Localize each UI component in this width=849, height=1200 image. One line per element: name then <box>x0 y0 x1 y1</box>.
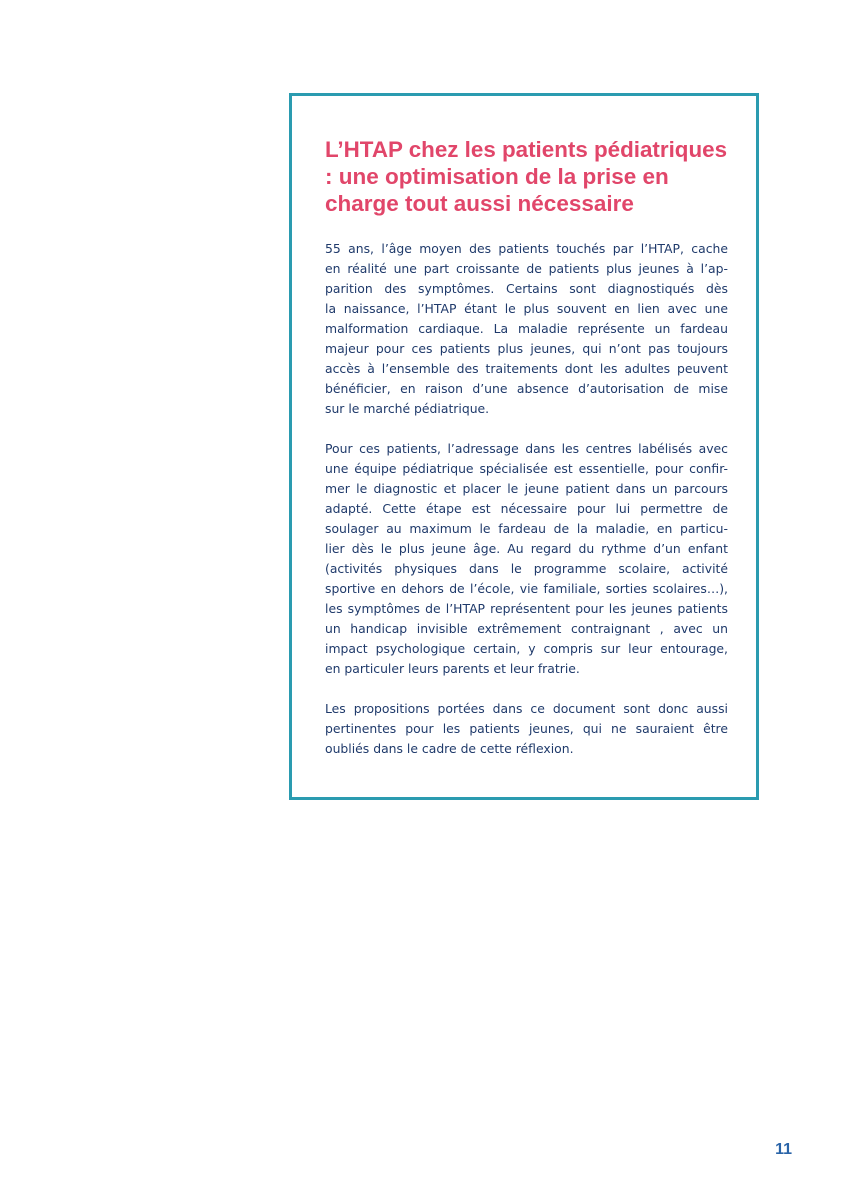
paragraph-proposals <box>325 699 728 759</box>
text-line: parition des symptômes. Certains sont diagnostiqués dès <box>325 281 728 296</box>
box-title-line: L’HTAP chez les patients pédiatriques <box>325 137 728 162</box>
text-line: Pour ces patients, l’adressage dans les centres labélisés avec <box>325 441 728 456</box>
text-line: adapté. Cette étape est nécessaire pour lui permettre de <box>325 501 728 516</box>
box-title <box>325 136 728 217</box>
text-line: majeur pour ces patients plus jeunes, qui n’ont pas toujours <box>325 341 728 356</box>
text-line: un handicap invisible extrêmement contraignant , avec un <box>325 621 728 636</box>
text-line: en réalité une part croissante de patients plus jeunes à l’ap- <box>325 261 728 276</box>
text-line: lier dès le plus jeune âge. Au regard du rythme d’un enfant <box>325 541 728 556</box>
text-line: Les propositions portées dans ce document sont donc aussi <box>325 701 728 716</box>
info-box <box>289 93 759 800</box>
text-line: en particuler leurs parents et leur fratrie. <box>325 661 580 676</box>
paragraph-pediatric-centres <box>325 439 728 679</box>
text-line: les symptômes de l’HTAP représentent pour les jeunes patients <box>325 601 728 616</box>
text-line: pertinentes pour les patients jeunes, qui ne sauraient être <box>325 721 728 736</box>
box-title-line: : une optimisation de la prise en <box>325 164 669 189</box>
text-line: sportive en dehors de l’école, vie familiale, sorties scolaires…), <box>325 581 728 596</box>
text-line: la naissance, l’HTAP étant le plus souvent en lien avec une <box>325 301 728 316</box>
paragraph-median-age <box>325 239 728 419</box>
text-line: bénéficier, en raison d’une absence d’autorisation de mise <box>325 381 728 396</box>
text-line: (activités physiques dans le programme scolaire, activité <box>325 561 728 576</box>
text-line: oubliés dans le cadre de cette réflexion. <box>325 741 574 756</box>
text-line: impact psychologique certain, y compris sur leur entourage, <box>325 641 728 656</box>
text-line: sur le marché pédiatrique. <box>325 401 490 416</box>
text-line: une équipe pédiatrique spécialisée est essentielle, pour confir- <box>325 461 728 476</box>
text-line: malformation cardiaque. La maladie représente un fardeau <box>325 321 728 336</box>
text-line: accès à l’ensemble des traitements dont les adultes peuvent <box>325 361 728 376</box>
text-line: soulager au maximum le fardeau de la maladie, en particu- <box>325 521 728 536</box>
box-title-line: charge tout aussi nécessaire <box>325 191 634 216</box>
page-number: 11 <box>775 1141 792 1158</box>
text-line: 55 ans, l’âge moyen des patients touchés par l’HTAP, cache <box>325 241 728 256</box>
text-line: mer le diagnostic et placer le jeune patient dans un parcours <box>325 481 728 496</box>
